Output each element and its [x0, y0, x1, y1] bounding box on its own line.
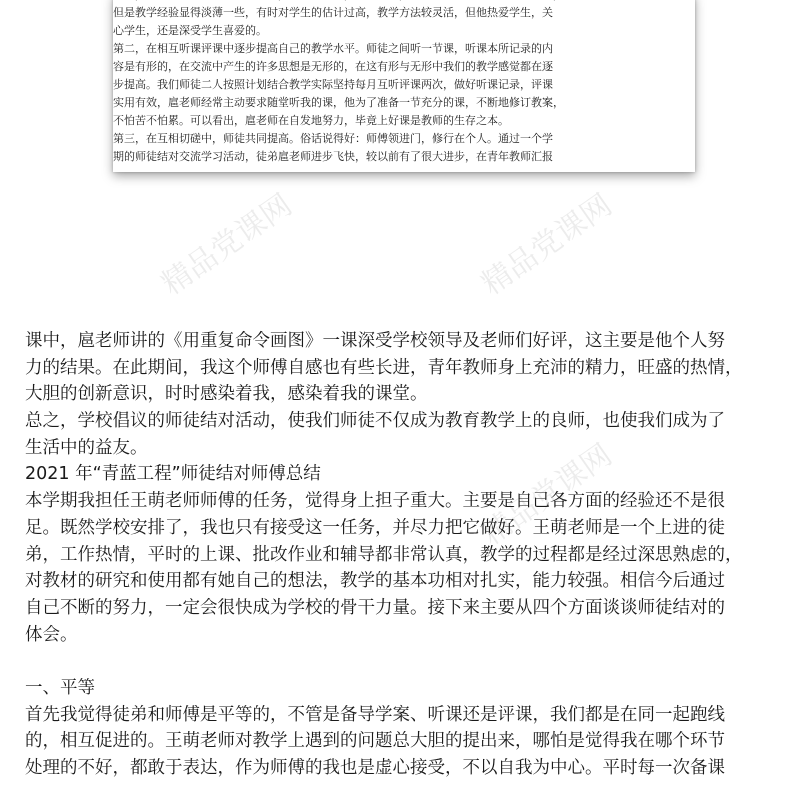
body-line: 弟，工作热情，平时的上课、批改作业和辅导都非常认真，教学的过程都是经过深思熟虑的， [25, 544, 743, 565]
watermark-text: 精品党课网 [475, 437, 619, 553]
watermark-text: 精品党课网 [475, 187, 619, 303]
body-line: 生活中的益友。 [25, 437, 148, 458]
body-line: 首先我觉得徒弟和师傅是平等的，不管是备导学案、听课还是评课，我们都是在同一起跑线 [25, 704, 725, 725]
section-heading: 一、平等 [25, 677, 95, 698]
watermark-text: 精品党课网 [155, 187, 299, 303]
body-line: 的，相互促进的。王萌老师对教学上遇到的问题总大胆的提出来，哪怕是觉得我在哪个环节 [25, 731, 725, 752]
body-line: 总之，学校倡议的师徒结对活动，使我们师徒不仅成为教育教学上的良师，也使我们成为了 [25, 411, 725, 432]
body-line: 课中，扈老师讲的《用重复命令画图》一课深受学校领导及老师们好评，这主要是他个人努 [25, 331, 725, 351]
body-line: 体会。 [25, 624, 78, 645]
body-line: 自己不断的努力，一定会很快成为学校的骨干力量。接下来主要从四个方面谈谈师徒结对的 [25, 597, 725, 618]
document-body [25, 328, 785, 782]
card-line: 第三，在互相切磋中，师徒共同提高。俗话说得好：师傅领进门，修行在个人。通过一个学 [113, 132, 553, 145]
section-title: 2021 年“青蓝工程”师徒结对师傅总结 [25, 464, 321, 485]
body-line: 本学期我担任王萌老师师傅的任务，觉得身上担子重大。主要是自己各方面的经验还不是很 [25, 491, 725, 512]
body-line: 处理的不好，都敢于表达，作为师傅的我也是虚心接受，不以自我为中心。平时每一次备课 [25, 758, 725, 778]
blank-line [25, 648, 785, 675]
card-line: 第二，在相互听课评课中逐步提高自己的教学水平。师徒之间听一节课，听课本所记录的内 [113, 42, 553, 55]
document-page-preview [113, 0, 695, 172]
card-line: 但是教学经验显得淡薄一些，有时对学生的估计过高，教学方法较灵活，但他热爱学生，关 [113, 6, 553, 19]
body-line: 对教材的研究和使用都有她自己的想法，教学的基本功相对扎实，能力较强。相信今后通过 [25, 571, 725, 592]
card-line: 期的师徒结对交流学习活动，徒弟扈老师进步飞快，较以前有了很大进步，在青年教师汇报 [113, 150, 553, 163]
card-line: 心学生，还是深受学生喜爱的。 [113, 24, 267, 37]
body-line: 力的结果。在此期间，我这个师傅自感也有些长进，青年教师身上充沛的精力，旺盛的热情， [25, 357, 743, 378]
card-line: 步提高。我们师徒二人按照计划结合教学实际坚持每月互听评课两次，做好听课记录，评课 [113, 78, 553, 91]
body-line: 足。既然学校安排了，我也只有接受这一任务，并尽力把它做好。王萌老师是一个上进的徒 [25, 517, 725, 538]
card-line: 实用有效，扈老师经常主动要求随堂听我的课，他为了准备一节充分的课，不断地修订教案， [113, 96, 564, 109]
body-line: 大胆的创新意识，时时感染着我，感染着我的课堂。 [25, 384, 428, 405]
card-line: 不怕苦不怕累。可以看出，扈老师在自发地努力，毕竟上好课是教师的生存之本。 [113, 114, 509, 127]
card-line: 容是有形的，在交流中产生的许多思想是无形的，在这有形与无形中我们的教学感觉都在逐 [113, 60, 553, 73]
